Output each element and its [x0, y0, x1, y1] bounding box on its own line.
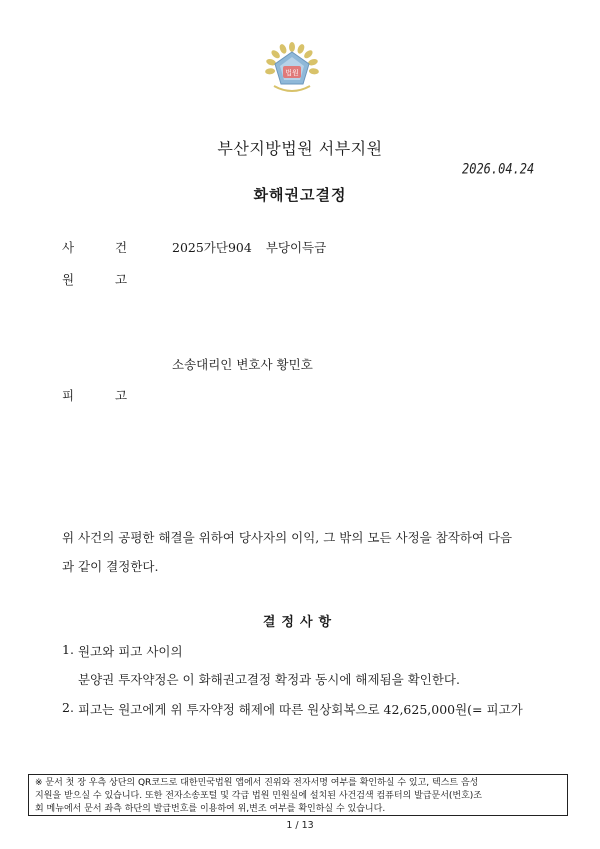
case-name: 부당이득금 — [265, 240, 327, 255]
decision-item-2-num: 2. — [62, 700, 74, 715]
intro-line-2: 과 같이 결정한다. — [62, 559, 159, 574]
emblem-text: 법원 — [285, 69, 299, 77]
page-number: 1 / 13 — [286, 820, 314, 831]
decision-item-1-num: 1. — [62, 642, 74, 657]
plaintiff-agent: 소송대리인 변호사 황민호 — [172, 357, 313, 372]
defendant-label-char-1: 피 — [62, 388, 75, 403]
court-name: 부산지방법원 서부지원 — [217, 139, 383, 158]
plaintiff-label-char-1: 원 — [62, 272, 75, 287]
decision-section-title: 결정사항 — [262, 615, 338, 630]
case-info — [172, 238, 326, 256]
document-title: 화해권고결정 — [253, 186, 347, 204]
defendant-label-char-2: 고 — [115, 388, 128, 403]
case-label-char-2: 건 — [115, 240, 128, 255]
notice-line-1: ※ 문서 첫 장 우측 상단의 QR코드로 대한민국법원 앱에서 진위와 전자서명 여부를 확인하실 수 있고, 텍스트 음성 — [35, 778, 479, 788]
decision-item-2-text: 피고는 원고에게 위 투자약정 해제에 따른 원상회복으로 42,625,000원(= 피고가 — [78, 702, 523, 717]
intro-line-1: 위 사건의 공평한 해결을 위하여 당사자의 이익, 그 밖의 모든 사정을 참작하여 다음 — [62, 530, 513, 545]
case-number: 2025가단904 — [172, 240, 252, 255]
notice-line-2: 지원을 받으실 수 있습니다. 또한 전자소송포털 및 각급 법원 민원실에 설치된 사건검색 컴퓨터의 발급문서(번호)조 — [35, 791, 483, 801]
plaintiff-label-char-2: 고 — [115, 272, 128, 287]
court-emblem-icon — [264, 42, 320, 96]
decision-date: 2026.04.24 — [462, 160, 535, 178]
decision-item-1-text: 원고와 피고 사이의 — [78, 644, 183, 659]
case-label-char-1: 사 — [62, 240, 75, 255]
notice-line-3: 회 메뉴에서 문서 좌측 하단의 발급번호를 이용하여 위,변조 여부를 확인하실 수 있습니다. — [35, 804, 386, 814]
verification-notice — [28, 774, 568, 816]
decision-item-1-cont: 분양권 투자약정은 이 화해권고결정 확정과 동시에 해제됨을 확인한다. — [78, 672, 460, 687]
